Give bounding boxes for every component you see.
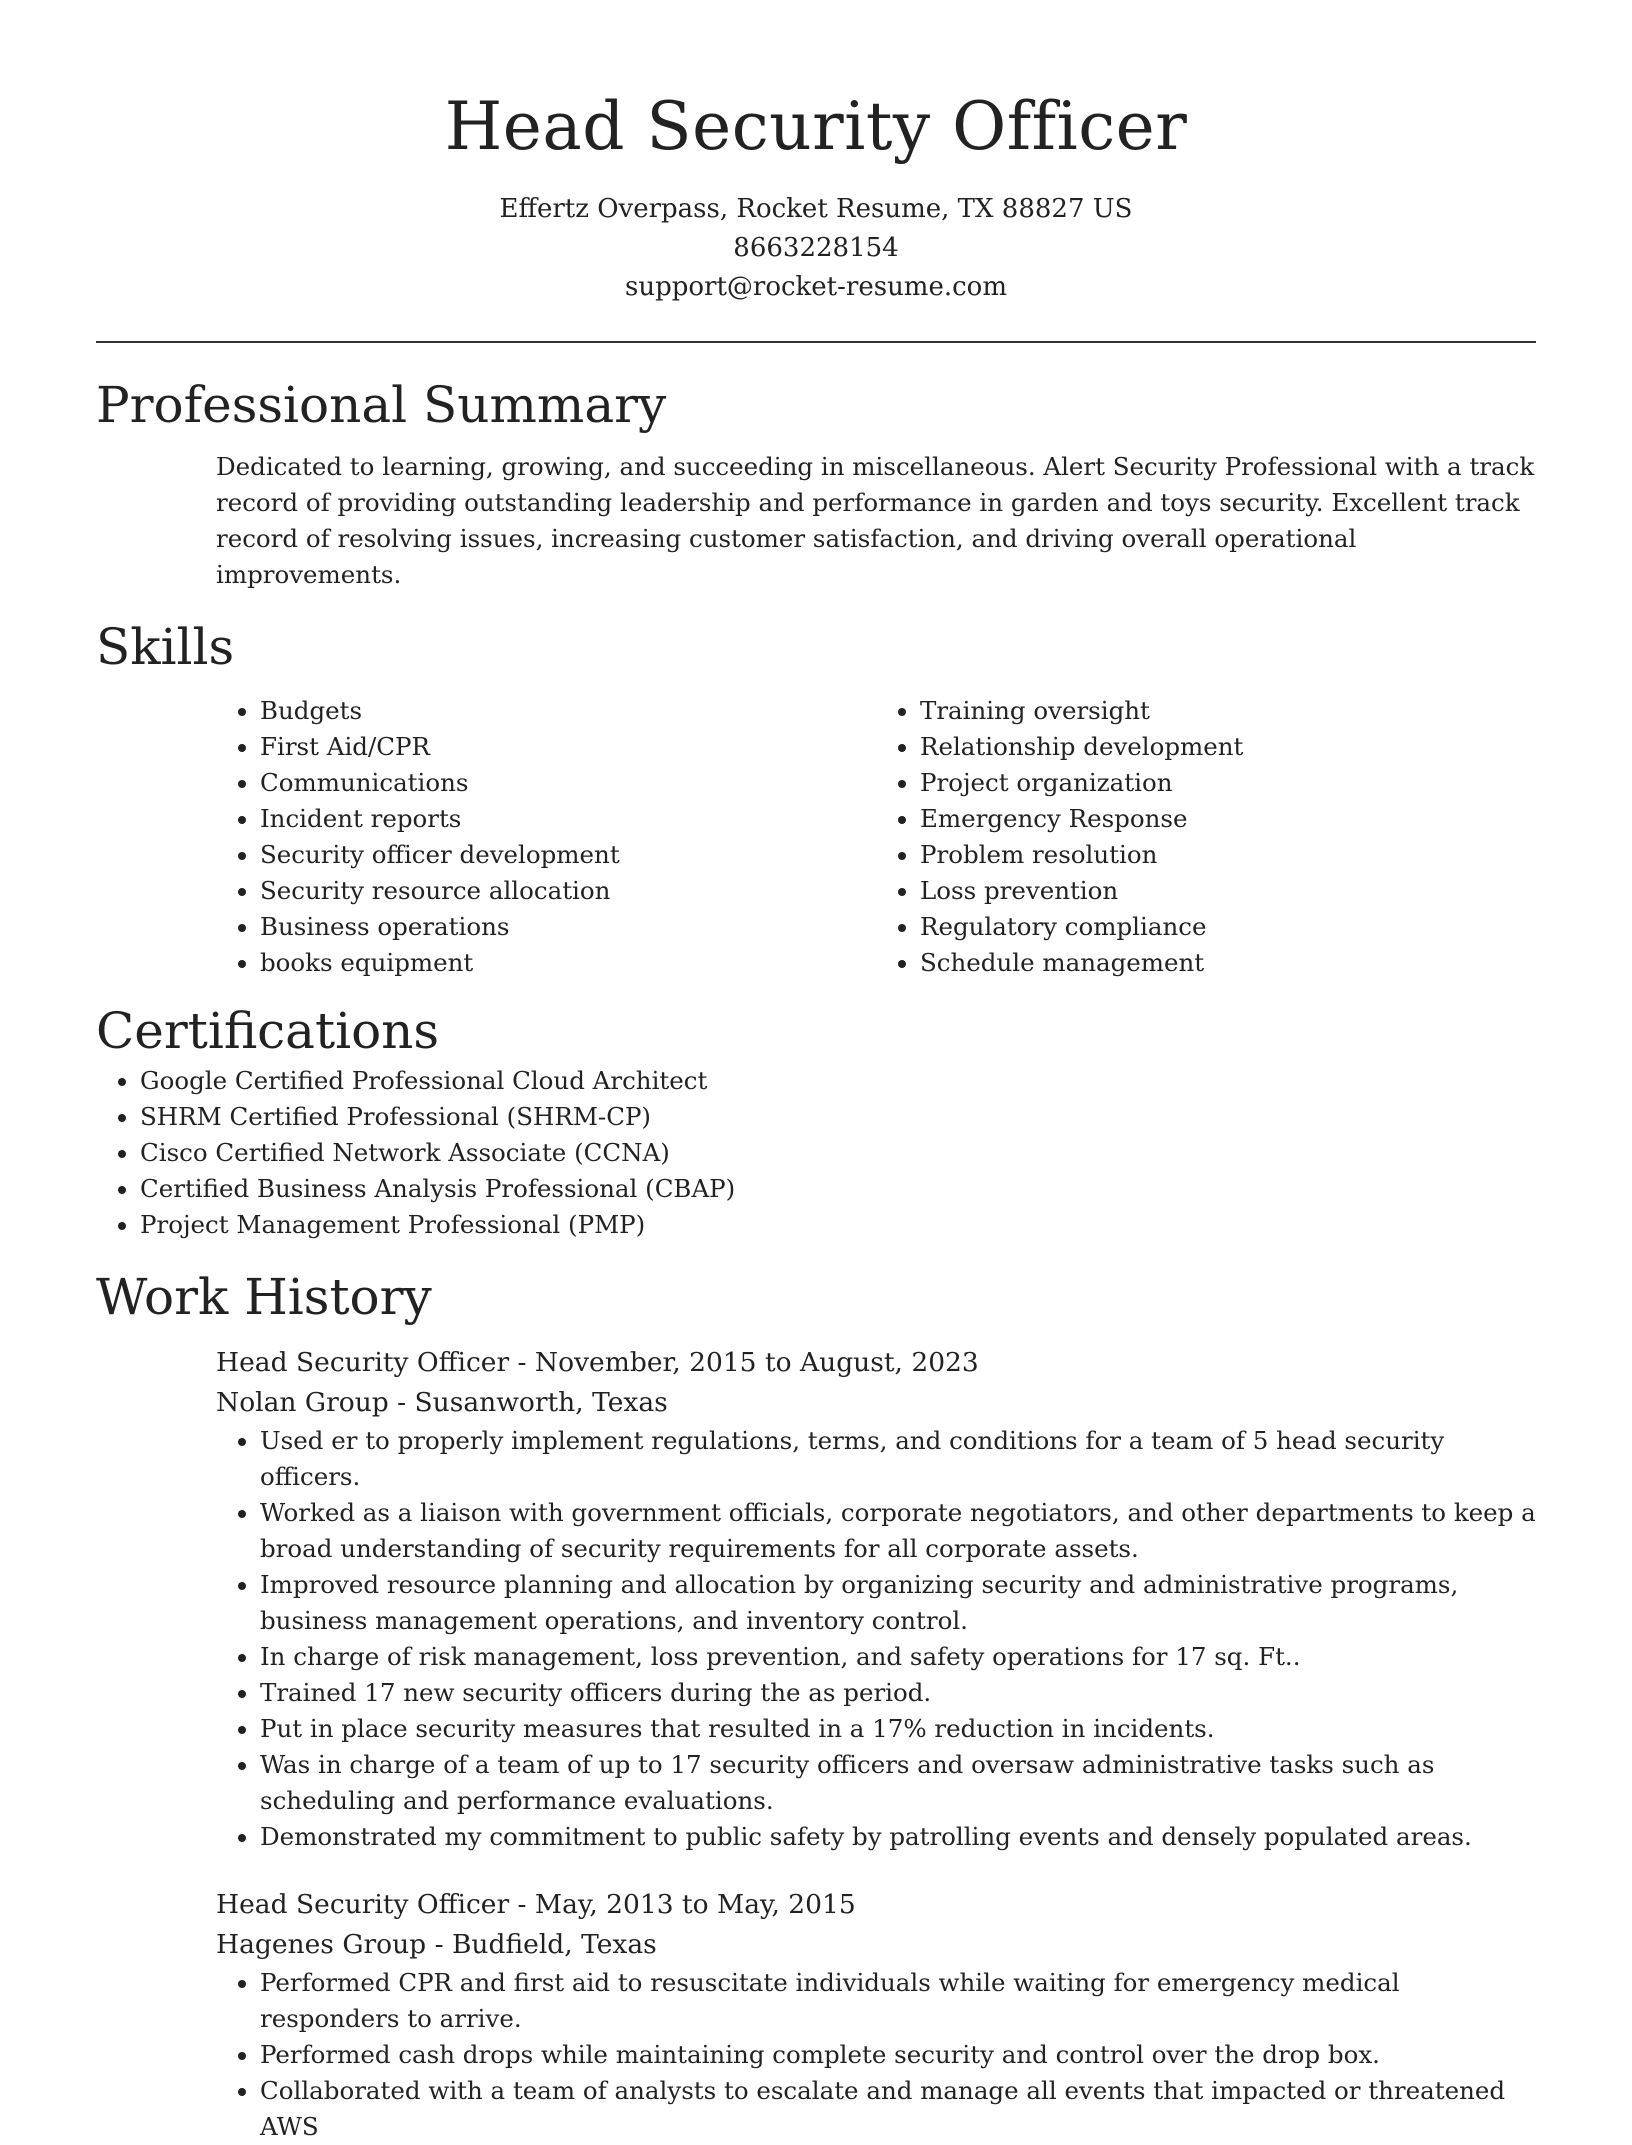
- certification-item: • SHRM Certified Professional (SHRM-CP): [140, 1099, 1536, 1135]
- job-bullet: • Performed CPR and first aid to resuscitate individuals while waiting for emergency medical responders to arrive.: [260, 1965, 1536, 2037]
- job-bullet: • Demonstrated my commitment to public safety by patrolling events and densely populated areas.: [260, 1819, 1536, 1855]
- skill-item: • Business operations: [260, 909, 876, 945]
- skill-item: • Project organization: [920, 765, 1536, 801]
- certifications-heading: Certifications: [96, 1002, 440, 1060]
- job-role-dates: Head Security Officer - November, 2015 to August, 2023: [216, 1347, 979, 1378]
- skill-item: • Relationship development: [920, 729, 1536, 765]
- resume-name: Head Security Officer: [444, 88, 1188, 165]
- skills-heading: Skills: [96, 618, 235, 676]
- job-entry: [216, 1885, 1536, 2145]
- job-bullet: • Trained 17 new security officers during the as period.: [260, 1675, 1536, 1711]
- skill-item: • Budgets: [260, 693, 876, 729]
- certification-item: • Project Management Professional (PMP): [140, 1207, 1536, 1243]
- job-bullet: • Collaborated with a team of analysts to escalate and manage all events that impacted or threatened AWS: [260, 2073, 1536, 2145]
- summary-text: Dedicated to learning, growing, and succeeding in miscellaneous. Alert Security Professional with a track record of providing outstanding leadership and performance in garden and toys security. Excellent track record of resolving issues, increasing customer satisfaction, and driving overall operational improvements.: [216, 452, 1535, 589]
- skill-item: • Security officer development: [260, 837, 876, 873]
- job-role-dates: Head Security Officer - May, 2013 to May, 2015: [216, 1889, 856, 1920]
- resume-header: [96, 0, 1536, 307]
- skill-item: • Schedule management: [920, 945, 1536, 981]
- job-entry: [216, 1343, 1536, 1855]
- job-bullet: • Put in place security measures that resulted in a 17% reduction in incidents.: [260, 1711, 1536, 1747]
- job-company-location: Nolan Group - Susanworth, Texas: [216, 1387, 668, 1418]
- header-divider: [96, 341, 1536, 343]
- skill-item: • Problem resolution: [920, 837, 1536, 873]
- job-bullet: • Improved resource planning and allocation by organizing security and administrative programs, business management operations, and inventory control.: [260, 1567, 1536, 1639]
- skill-item: • Security resource allocation: [260, 873, 876, 909]
- skill-item: • books equipment: [260, 945, 876, 981]
- contact-block: [96, 190, 1536, 307]
- job-bullet-list: [216, 1423, 1536, 1855]
- job-bullet-list: [216, 1965, 1536, 2145]
- job-company-location: Hagenes Group - Budfield, Texas: [216, 1929, 657, 1960]
- job-bullet: • Performed cash drops while maintaining complete security and control over the drop box.: [260, 2037, 1536, 2073]
- skills-list-right: [876, 693, 1536, 981]
- skills-list-left: [216, 693, 876, 981]
- certification-item: • Google Certified Professional Cloud Architect: [140, 1063, 1536, 1099]
- job-bullet: • Worked as a liaison with government officials, corporate negotiators, and other departments to keep a broad understanding of security requirements for all corporate assets.: [260, 1495, 1536, 1567]
- summary-heading: Professional Summary: [96, 376, 667, 434]
- work-history-heading: Work History: [96, 1268, 432, 1326]
- job-bullet: • In charge of risk management, loss prevention, and safety operations for 17 sq. Ft..: [260, 1639, 1536, 1675]
- contact-email: support@rocket-resume.com: [624, 272, 1007, 302]
- certification-item: • Certified Business Analysis Professional (CBAP): [140, 1171, 1536, 1207]
- skill-item: • Incident reports: [260, 801, 876, 837]
- skill-item: • Regulatory compliance: [920, 909, 1536, 945]
- skill-item: • Emergency Response: [920, 801, 1536, 837]
- certifications-list: [96, 1063, 1536, 1243]
- job-bullet: • Used er to properly implement regulations, terms, and conditions for a team of 5 head security officers.: [260, 1423, 1536, 1495]
- skill-item: • Communications: [260, 765, 876, 801]
- contact-phone: 8663228154: [733, 233, 899, 263]
- certification-item: • Cisco Certified Network Associate (CCNA): [140, 1135, 1536, 1171]
- contact-address: Effertz Overpass, Rocket Resume, TX 88827 US: [499, 194, 1133, 224]
- skill-item: • First Aid/CPR: [260, 729, 876, 765]
- skills-grid: [216, 693, 1536, 981]
- skill-item: • Loss prevention: [920, 873, 1536, 909]
- skill-item: • Training oversight: [920, 693, 1536, 729]
- job-bullet: • Was in charge of a team of up to 17 security officers and oversaw administrative tasks such as scheduling and performance evaluations.: [260, 1747, 1536, 1819]
